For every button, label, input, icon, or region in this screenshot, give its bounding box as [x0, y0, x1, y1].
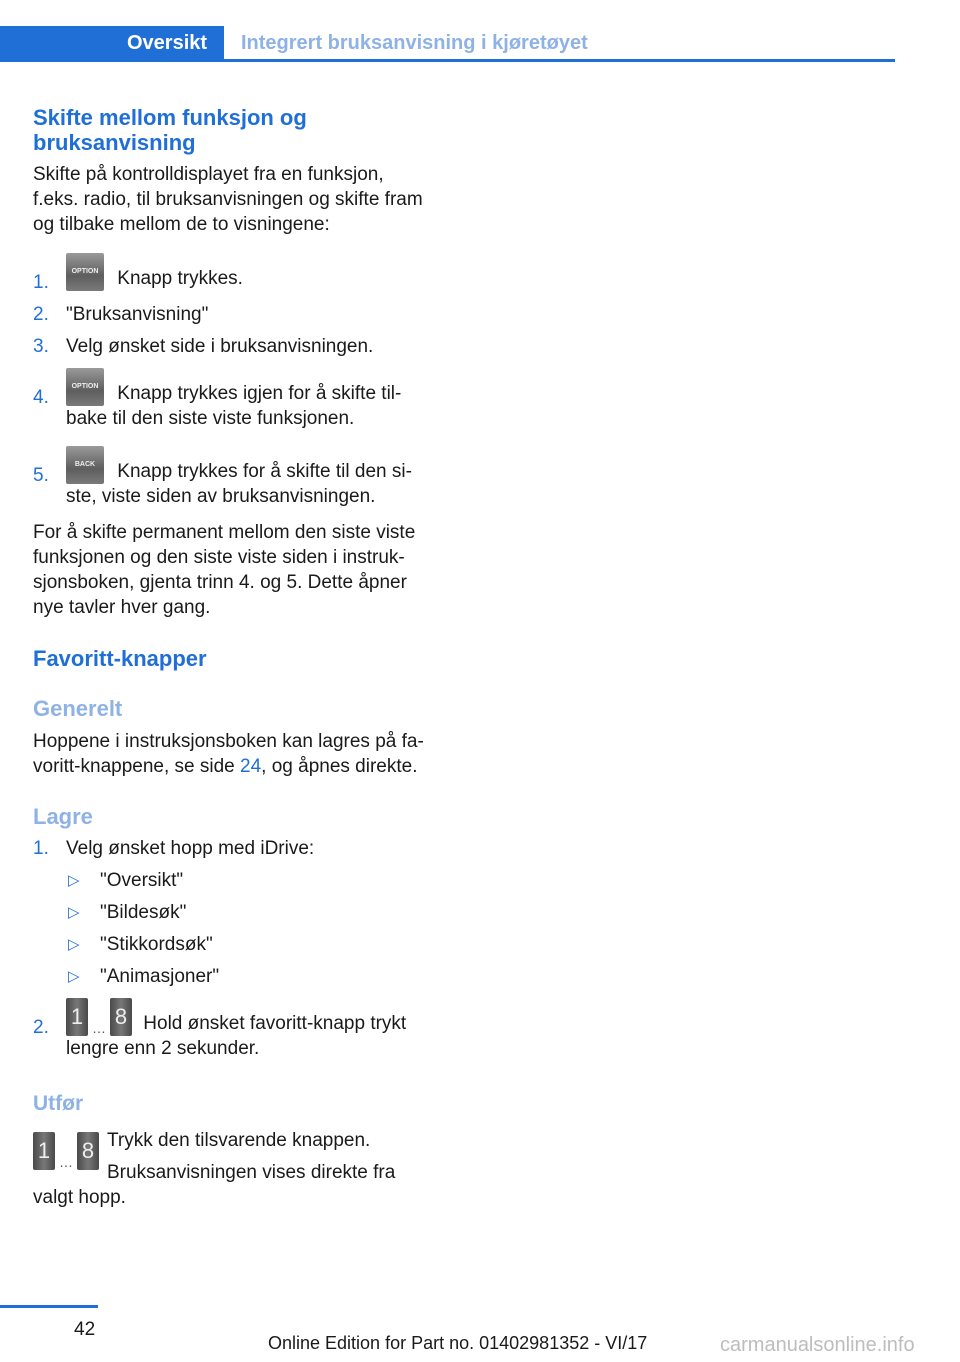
option-button-icon: OPTION [66, 253, 104, 291]
favorite-key-8-icon: 8 [110, 998, 132, 1036]
header-rule [0, 59, 895, 62]
save-option-bildesok: ▷ "Bildesøk" [68, 902, 187, 923]
save-option-stikkordsok: ▷ "Stikkordsøk" [68, 934, 213, 955]
footer-rule [0, 1305, 98, 1308]
page-header [0, 26, 895, 62]
favorite-keys-graphic: 1 … 8 [33, 1132, 103, 1172]
save-step-1: 1. Velg ønsket hopp med iDrive: [33, 838, 315, 859]
triangle-bullet-icon: ▷ [68, 936, 80, 953]
back-button-icon: BACK [66, 446, 104, 484]
favorite-key-1-icon: 1 [66, 998, 88, 1036]
step-4: 4. OPTION Knapp trykkes igjen for å skifte til- bake til den siste viste funksjonen. [33, 368, 453, 436]
favorite-key-8-icon: 8 [77, 1132, 99, 1170]
save-option-animasjoner: ▷ "Animasjoner" [68, 966, 220, 987]
edition-text: Online Edition for Part no. 01402981352 - VI/17 [268, 1333, 648, 1353]
option-button-icon: OPTION [66, 368, 104, 406]
step-1: 1. OPTION Knapp trykkes. [33, 253, 453, 293]
section-title-favorites: Favoritt-knapper [33, 646, 207, 671]
permanent-switch-text: For å skifte permanent mellom den siste viste funksjonen og den siste viste siden i instruk- sjonsboken, gjenta trinn 4. og 5. Dette åpner nye tavler hver gang. [33, 522, 416, 618]
execute-text-a: Trykk den tilsvarende knappen. [107, 1130, 371, 1151]
subheading-execute: Utfør [33, 1092, 84, 1115]
save-step-2: 2. 1 … 8 Hold ønsket favoritt-knapp trykt lengre enn 2 sekunder. [33, 998, 453, 1066]
tab-integrert-bruksanvisning[interactable]: Integrert bruksanvisning i kjøretøyet [241, 32, 588, 54]
step-3: 3. Velg ønsket side i bruksanvisningen. [33, 336, 374, 357]
step-5: 5. BACK Knapp trykkes for å skifte til den si- ste, viste siden av bruksanvisningen. [33, 446, 453, 514]
step-2: 2. "Bruksanvisning" [33, 304, 209, 325]
triangle-bullet-icon: ▷ [68, 872, 80, 889]
save-option-oversikt: ▷ "Oversikt" [68, 870, 184, 891]
watermark: carmanualsonline.info [720, 1334, 915, 1356]
subheading-general: Generelt [33, 696, 123, 721]
execute-text-b: Bruksanvisningen vises direkte fra [107, 1162, 396, 1183]
page-link-24[interactable]: 24 [240, 756, 262, 777]
section-intro: Skifte på kontrolldisplayet fra en funksjon, f.eks. radio, til bruksanvisningen og skifte fram og tilbake mellom de to visningene: [33, 164, 423, 235]
favorite-key-1-icon: 1 [33, 1132, 55, 1170]
section-title-switch: Skifte mellom funksjon og bruksanvisning [33, 105, 307, 155]
subheading-save: Lagre [33, 804, 93, 829]
page-number: 42 [74, 1319, 96, 1340]
execute-text-c: valgt hopp. [33, 1187, 126, 1208]
general-text: Hoppene i instruksjonsboken kan lagres på fa- voritt-knappene, se side 24, og åpnes direkte. [33, 731, 424, 777]
triangle-bullet-icon: ▷ [68, 904, 80, 921]
triangle-bullet-icon: ▷ [68, 968, 80, 985]
tab-oversikt[interactable]: Oversikt [0, 26, 224, 62]
